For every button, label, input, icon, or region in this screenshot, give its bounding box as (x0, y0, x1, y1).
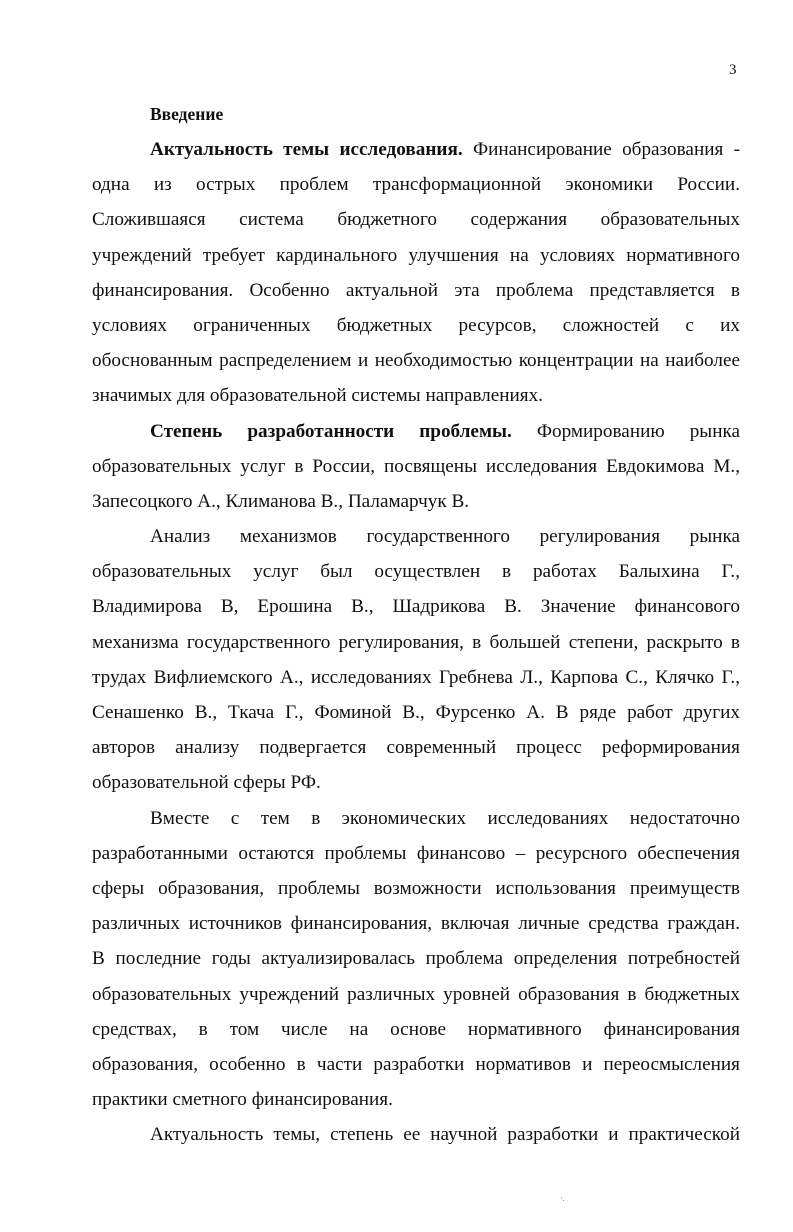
text-line: Степень разработанности проблемы. Формированию рынка (150, 420, 741, 442)
text-line: различных источников финансирования, включая личные средства граждан. (92, 913, 740, 935)
section-heading: Введение (150, 104, 224, 124)
text-line: Анализ механизмов государственного регулирования рынка (150, 526, 740, 548)
paragraph-insufficient-research (92, 801, 740, 1118)
text-line: разработанными остаются проблемы финансово – ресурсного обеспечения (92, 842, 740, 864)
text-line: Вместе с тем в экономических исследованиях недостаточно (150, 807, 740, 829)
text-line: Сенашенко В., Ткача Г., Фоминой В., Фурсенко А. В ряде работ других (92, 702, 740, 723)
text-line: Запесоцкого А., Климанова В., Паламарчук В. (92, 490, 470, 512)
text-line: финансирования. Особенно актуальной эта проблема представляется в (92, 279, 740, 301)
text-line: значимых для образовательной системы направлениях. (92, 385, 543, 407)
paragraph-analysis (92, 519, 740, 801)
text-line: Актуальность темы исследования. Финансирование образования - (150, 139, 741, 160)
text-line: условиях ограниченных бюджетных ресурсов, сложностей с их (92, 314, 740, 336)
paragraph-continuation (92, 1117, 740, 1152)
text-line: обоснованным распределением и необходимостью концентрации на наиболее (92, 350, 740, 372)
text-line: образования, особенно в части разработки нормативов и переосмысления (92, 1053, 740, 1075)
text-line: практики сметного финансирования. (92, 1089, 393, 1111)
text-line: сферы образования, проблемы возможности использования преимуществ (92, 877, 740, 899)
text-line: образовательных учреждений различных уровней образования в бюджетных (92, 983, 740, 1005)
text-line: образовательных услуг в России, посвящены исследования Евдокимова М., (92, 455, 740, 477)
text-line: механизма государственного регулирования, в большей степени, раскрыто в (92, 631, 740, 653)
text-line: одна из острых проблем трансформационной экономики России. (92, 174, 740, 196)
text-line: Сложившаяся система бюджетного содержания образовательных (92, 209, 740, 231)
scan-artifact: ·. (560, 1194, 565, 1203)
paragraph-lead: Степень разработанности проблемы. (150, 420, 512, 442)
paragraph-development-degree (92, 414, 740, 520)
text-line: образовательных услуг был осуществлен в работах Балыхина Г., (92, 561, 740, 583)
paragraph-lead: Актуальность темы исследования. (150, 139, 463, 160)
document-body (92, 132, 740, 1152)
text-line: учреждений требует кардинального улучшения на условиях нормативного (92, 244, 740, 266)
text-line: авторов анализу подвергается современный процесс реформирования (92, 737, 740, 759)
text-line: средствах, в том числе на основе нормативного финансирования (92, 1018, 740, 1040)
text-line: Актуальность темы, степень ее научной разработки и практической (150, 1124, 740, 1146)
text-line: образовательной сферы РФ. (92, 772, 321, 794)
page-number: 3 (729, 62, 737, 78)
text-line: трудах Вифлиемского А., исследованиях Гребнева Л., Карпова С., Клячко Г., (92, 666, 740, 688)
text-line: В последние годы актуализировалась проблема определения потребностей (92, 948, 740, 970)
paragraph-relevance (92, 132, 740, 414)
text-line: Владимирова В, Ерошина В., Шадрикова В. Значение финансового (92, 596, 740, 618)
